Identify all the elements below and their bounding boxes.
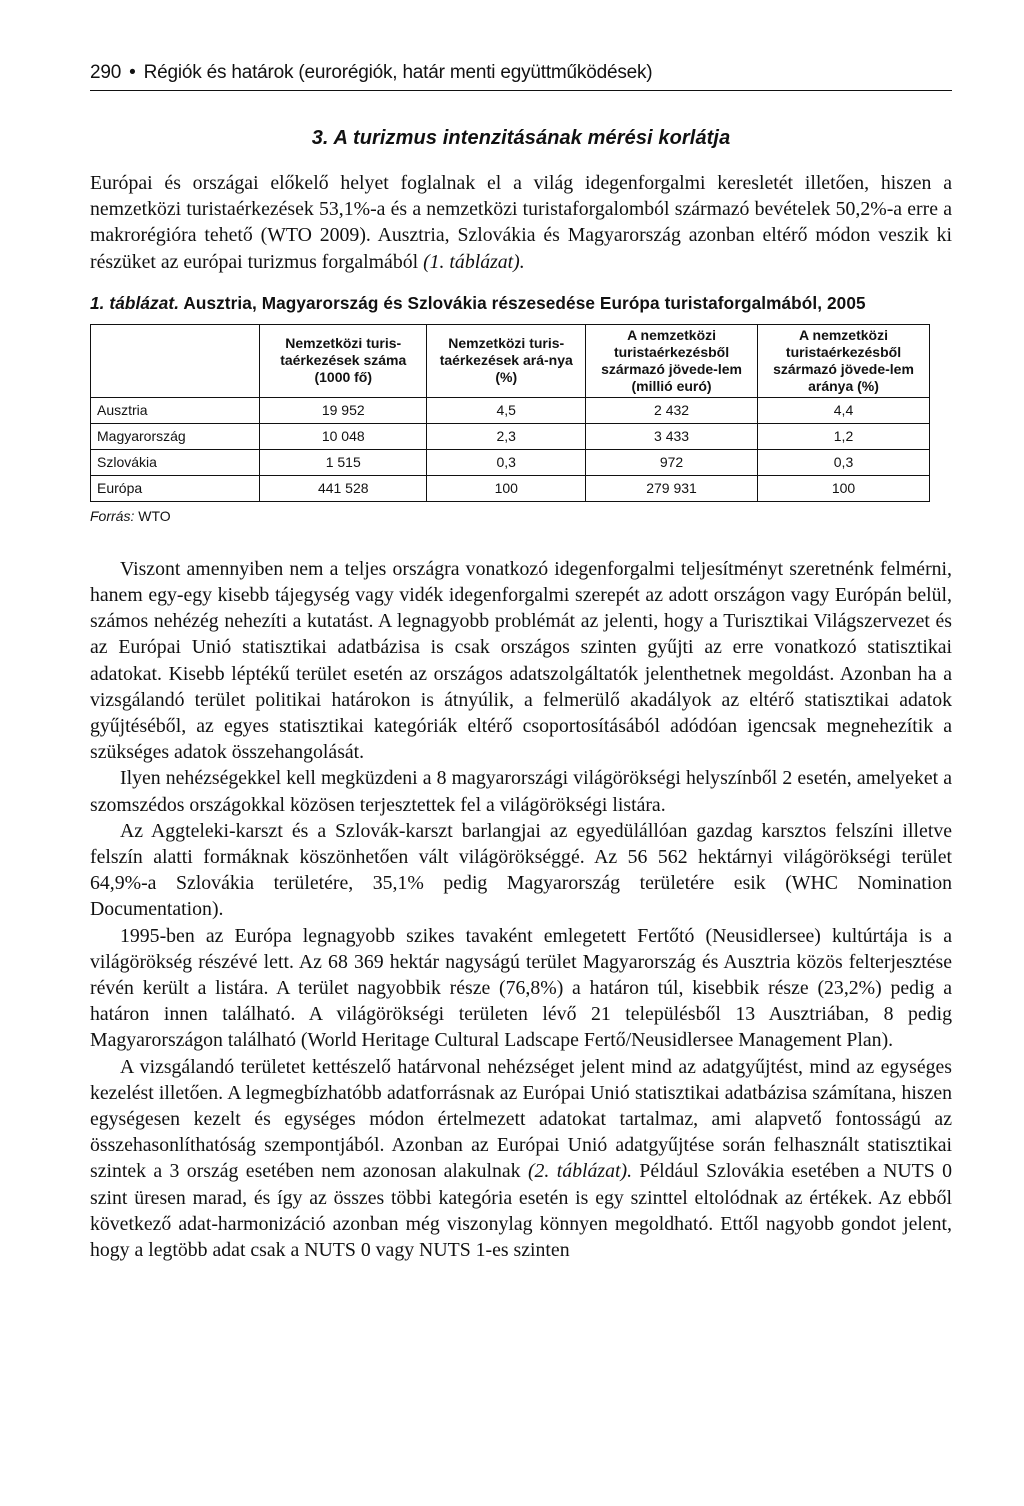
page <box>90 62 952 1263</box>
table-row <box>91 475 930 501</box>
income-cell: 3 433 <box>586 423 758 449</box>
country-cell: Európa <box>91 475 260 501</box>
header-cell-empty <box>91 324 260 397</box>
source-label: Forrás: <box>90 507 135 524</box>
country-cell: Ausztria <box>91 397 260 423</box>
body-text <box>90 556 952 1263</box>
header-cell-income-share: A nemzetközi turistaérkezésből származó jövede-lem aránya (%) <box>758 324 930 397</box>
income-cell: 279 931 <box>586 475 758 501</box>
arrivals-share-cell: 0,3 <box>427 449 586 475</box>
body-paragraph: 1995-ben az Európa legnagyobb szikes tavaként emlegetett Fertőtó (Neusidlersee) kultúrtája is a világörökség részévé lett. Az 68 369 hektár nagyságú terület Magyarország és Ausztria közös felterjesztése révén került a listára. A terület nagyobbik része (76,8%) a határon túl, kisebbik része (23,2%) pedig a határon innen található. A világörökségi területen lévő 21 településből 13 Ausztriában, 8 pedig Magyarországon található (World Heritage Cultural Ladscape Fertő/Neusidlersee Management Plan). <box>90 924 952 1052</box>
arrivals-cell: 441 528 <box>260 475 427 501</box>
country-cell: Szlovákia <box>91 449 260 475</box>
table-source <box>90 508 952 524</box>
header-cell-arrivals-share: Nemzetközi turis-taérkezések ará-nya (%) <box>427 324 586 397</box>
body-paragraph <box>90 1054 952 1264</box>
table-label: 1. táblázat. <box>90 292 180 313</box>
intro-paragraph <box>90 170 952 275</box>
income-share-cell: 4,4 <box>758 397 930 423</box>
table-header-row <box>91 324 930 397</box>
arrivals-cell: 10 048 <box>260 423 427 449</box>
body-text-part: Például Szlovákia esetében a NUTS 0 szint üresen marad, és így az összes többi kategória esetén is egy szinttel eltolódnak az értékek. Az ebből következő adat-harmonizáció azonban még viszonylag könnyen megoldható. Ettől nagyobb gondot jelent, hogy a legtöbb adat csak a NUTS 0 vagy NUTS 1-es szinten <box>90 1160 952 1262</box>
data-table <box>90 324 930 502</box>
body-paragraph: Viszont amennyiben nem a teljes országra vonatkozó idegenforgalmi teljesítményt szeretnénk felmérni, hanem egy-egy kisebb tájegység vagy vidék idegenforgalmi szerepét az adott országon vagy Európán belül, számos nehézég nehezíti a kutatást. A legnagyobb problémát az jelenti, hogy a Turisztikai Világszervezet és az Európai Unió statisztikai adatbázisa is csak országos szinten gyűjti az erre vonatkozó statisztikai adatokat. Kisebb léptékű terület esetén az országos adatszolgáltatók jelenthetnek megoldást. Azonban ha a vizsgálandó terület politikai határokon is átnyúlik, a felmerülő akadályok az eltérő statisztikai adatok gyűjtéséből, az egyes statisztikai kategóriák eltérő csoportosításából adódóan igencsak megnehezítik a szükséges adatok összehangolását. <box>90 557 952 764</box>
body-paragraph: Ilyen nehézségekkel kell megküzdeni a 8 magyarországi világörökségi helyszínből 2 esetén, amelyeket a szomszédos országokkal közösen terjesztettek fel a világörökségi listára. <box>90 767 952 816</box>
table-row <box>91 423 930 449</box>
source-value: WTO <box>138 507 171 524</box>
header-cell-income: A nemzetközi turistaérkezésből származó jövede-lem (millió euró) <box>586 324 758 397</box>
table-caption <box>90 293 952 314</box>
table-reference: (2. táblázat). <box>527 1160 633 1183</box>
running-header <box>90 62 952 91</box>
table-caption-text: Ausztria, Magyarország és Szlovákia részesedése Európa turistaforgalmából, 2005 <box>183 292 866 313</box>
arrivals-cell: 19 952 <box>260 397 427 423</box>
table-row <box>91 449 930 475</box>
income-share-cell: 0,3 <box>758 449 930 475</box>
income-share-cell: 100 <box>758 475 930 501</box>
running-title: Régiók és határok (eurorégiók, határ menti együttműködések) <box>143 62 653 83</box>
income-share-cell: 1,2 <box>758 423 930 449</box>
arrivals-share-cell: 4,5 <box>427 397 586 423</box>
intro-text: Európai és országai előkelő helyet foglalnak el a világ idegenforgalmi keresletét illetően, hiszen a nemzetközi turistaérkezések 53,1%-a és a nemzetközi turistaforgalomból származó bevételek 50,2%-a erre a makrorégióra tehető (WTO 2009). Ausztria, Szlovákia és Magyarország azonban eltérő módon veszik ki részüket az európai turizmus forgalmából <box>90 172 952 273</box>
header-cell-arrivals: Nemzetközi turis-taérkezések száma (1000 fő) <box>260 324 427 397</box>
page-number: 290 <box>90 62 122 83</box>
body-text-part: A vizsgálandó területet kettészelő határvonal nehézséget jelent mind az adatgyűjtést, mind az egységes kezelést illetően. A legmegbízhatóbb adatforrásnak az Európai Unió statisztikai adatbázisa számítana, hiszen egységesen kezelt és egységes módon értelmezett adatokat tartalmaz, ami alapvető fontosságú az összehasonlíthatóság szempontjából. Azonban az Európai Unió adatgyűjtése során felhasznált statisztikai szintek a 3 ország esetében nem azonosan alakulnak <box>90 1055 952 1183</box>
bullet-separator: • <box>129 62 136 83</box>
arrivals-cell: 1 515 <box>260 449 427 475</box>
income-cell: 972 <box>586 449 758 475</box>
income-cell: 2 432 <box>586 397 758 423</box>
arrivals-share-cell: 2,3 <box>427 423 586 449</box>
country-cell: Magyarország <box>91 423 260 449</box>
arrivals-share-cell: 100 <box>427 475 586 501</box>
body-paragraph: Az Aggteleki-karszt és a Szlovák-karszt barlangjai az egyedülállóan gazdag karsztos felszíni illetve felszín alatti formáknak köszönhetően vált világörökséggé. Az 56 562 hektárnyi világörökségi terület 64,9%-a Szlovákia területére, 35,1% pedig Magyarország területére esik (WHC Nomination Documentation). <box>90 819 952 921</box>
table-row <box>91 397 930 423</box>
table-reference: (1. táblázat). <box>423 250 525 273</box>
section-title: 3. A turizmus intenzitásának mérési korlátja <box>311 127 731 149</box>
